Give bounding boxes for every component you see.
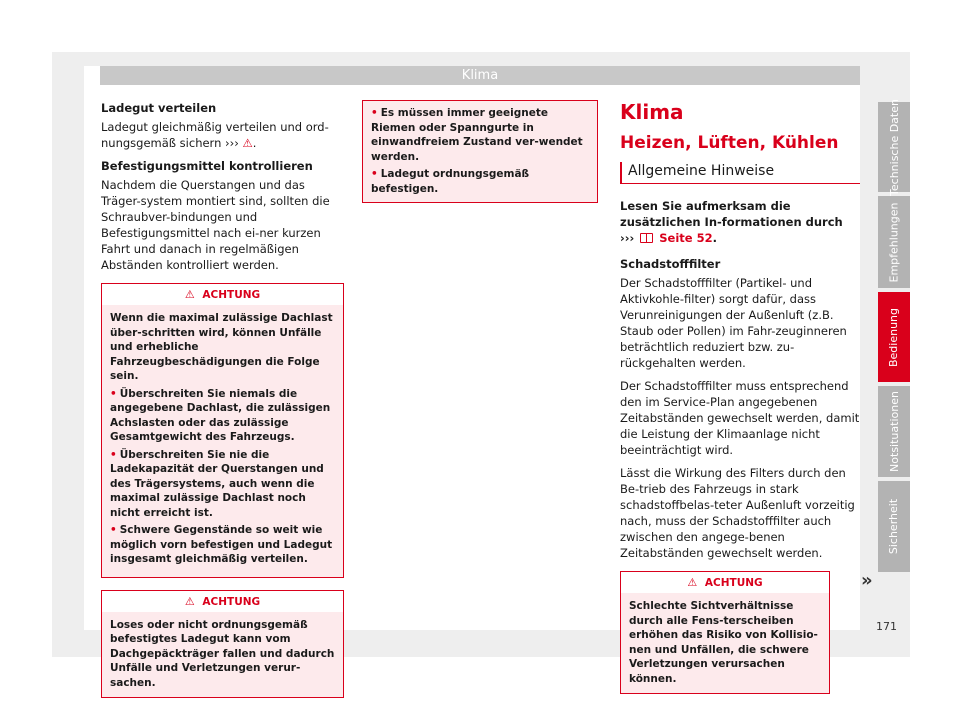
warning-triangle-icon: ⚠ xyxy=(184,288,195,301)
chapter-title: Klima xyxy=(620,100,684,124)
column-left xyxy=(101,100,344,698)
warning-triangle-icon: ⚠ xyxy=(184,594,195,608)
column-right xyxy=(620,100,860,694)
warning-box-dachlast xyxy=(101,283,344,578)
warning-body: Loses oder nicht ordnungsgemäß befestigtes Ladegut kann vom Dachgepäckträger fallen und dadurch Unfälle und Verletzungen verur-sachen. xyxy=(110,618,335,689)
bullet-icon: • xyxy=(110,387,117,400)
section-title: Allgemeine Hinweise xyxy=(620,162,860,184)
paragraph-befestigung: Nachdem die Querstangen und das Träger-system montiert sind, sollten die Schraubver-bindungen und Befestigungsmittel nach ei-ner kurzen Fahrt und danach in regelmäßigen Abständen kontrolliert werden. xyxy=(101,178,330,272)
intro-paragraph: Lesen Sie aufmerksam die zusätzlichen In-formationen durch ››› Seite 52. xyxy=(620,199,843,245)
heading-ladegut: Ladegut verteilen xyxy=(101,101,217,115)
warning-bullet: • Überschreiten Sie nie die Ladekapazität der Querstangen und des Trägersystems, auch wenn die maximal zulässige Dachlast noch nicht erreicht ist. xyxy=(110,448,324,519)
paragraph-ladegut: Ladegut gleichmäßig verteilen und ord-nungsgemäß sichern ››› ⚠. xyxy=(101,120,329,150)
paragraph-filter-3: Lässt die Wirkung des Filters durch den Be-trieb des Fahrzeugs in stark schadstoffbelas-teter Außenluft vorzeitig nach, muss der Schadstofffilter auch zwischen den angege-benen Zeitabständen gewechselt werden. xyxy=(620,466,855,560)
warning-body: Schlechte Sichtverhältnisse durch alle Fens-terscheiben erhöhen das Risiko von Kollisio-nen und Unfällen, die schwere Verletzungen verursachen können. xyxy=(629,600,818,685)
bullet-icon: • xyxy=(371,168,378,180)
bullet-icon: • xyxy=(371,107,378,119)
chapter-subtitle: Heizen, Lüften, Kühlen xyxy=(620,133,839,153)
tab-technische-daten[interactable]: Technische Daten xyxy=(878,102,910,192)
warning-body xyxy=(102,305,343,577)
paragraph-filter-2: Der Schadstofffilter muss entsprechend den im Service-Plan angegebenen Zeitabständen gewechselt werden, damit die Leistung der Klimaanlage nicht beeinträchtigt wird. xyxy=(620,379,860,457)
warning-bullet: • Es müssen immer geeignete Riemen oder Spanngurte in einwandfreiem Zustand ver-wendet werden. xyxy=(371,107,583,163)
tab-notsituationen[interactable]: Notsituationen xyxy=(878,386,910,477)
warning-intro: Wenn die maximal zulässige Dachlast über-schritten wird, können Unfälle und erhebliche Fahrzeugbeschädigungen die Folge sein. xyxy=(110,312,333,382)
warning-triangle-icon: ⚠ xyxy=(687,576,698,589)
continued-mark: » xyxy=(861,570,873,591)
warning-header: ⚠ ACHTUNG xyxy=(102,284,343,305)
tab-sicherheit[interactable]: Sicherheit xyxy=(878,481,910,572)
warning-header: ⚠ ACHTUNG xyxy=(621,572,829,593)
page-reference-link[interactable]: Seite 52 xyxy=(659,231,713,245)
paragraph-filter-1: Der Schadstofffilter (Partikel- und Aktivkohle-filter) sorgt dafür, dass Verunreinigungen der Außenluft (z.B. Staub oder Pollen) im Fahr-zeuginneren beträchtlich reduziert bzw. zu-rückgehalten werden. xyxy=(620,276,847,370)
heading-schadstofffilter: Schadstofffilter xyxy=(620,257,721,271)
warning-header: ⚠ ACHTUNG xyxy=(102,591,343,612)
warning-box-sicht xyxy=(620,571,830,694)
page-number: 171 xyxy=(876,620,897,633)
warning-box-ladegut xyxy=(101,590,344,699)
warning-bullet: • Überschreiten Sie niemals die angegebene Dachlast, die zulässigen Achslasten oder das zulässige Gesamtgewicht des Fahrzeugs. xyxy=(110,387,331,443)
side-tab-bar xyxy=(878,98,910,576)
heading-befestigung: Befestigungsmittel kontrollieren xyxy=(101,159,313,173)
warning-triangle-icon: ⚠ xyxy=(242,136,253,150)
arrow-link[interactable]: ››› xyxy=(225,136,239,150)
arrow-link[interactable]: ››› xyxy=(620,231,635,245)
warning-bullet: • Schwere Gegenstände so weit wie möglich vorn befestigen und Ladegut insgesamt gleichmäßig verteilen. xyxy=(110,524,333,565)
warning-bullet: • Ladegut ordnungsgemäß befestigen. xyxy=(371,168,530,195)
book-icon xyxy=(640,233,653,243)
bullet-icon: • xyxy=(110,448,117,461)
tab-empfehlungen[interactable]: Empfehlungen xyxy=(878,196,910,288)
column-middle xyxy=(362,100,598,203)
tab-bedienung[interactable]: Bedienung xyxy=(878,292,910,382)
running-header: Klima xyxy=(100,66,860,85)
warning-continuation xyxy=(362,100,598,203)
bullet-icon: • xyxy=(110,524,117,536)
